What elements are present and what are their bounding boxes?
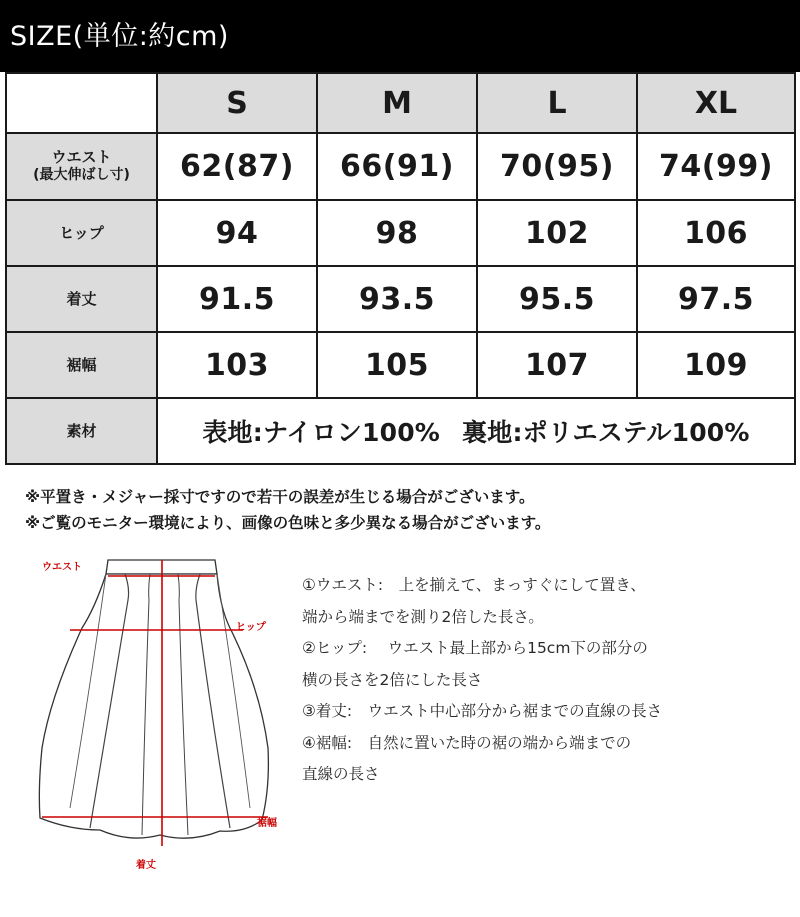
measurement-explanations <box>302 570 662 791</box>
skirt-body <box>39 574 268 838</box>
explanation-line: ③着丈: ウエスト中心部分から裾までの直線の長さ <box>302 702 663 720</box>
diagram-label-waist: ウエスト <box>42 562 82 573</box>
table-row-material <box>6 398 795 464</box>
table-cell: 91.5 <box>157 266 317 332</box>
table-cell: 107 <box>477 332 637 398</box>
table-cell: 102 <box>477 200 637 266</box>
table-cell: 109 <box>637 332 795 398</box>
table-cell: 106 <box>637 200 795 266</box>
material-lining: 裏地:ポリエステル100% <box>462 418 750 447</box>
row-label-material: 素材 <box>6 398 157 464</box>
size-header-xl: XL <box>637 73 795 133</box>
explanation-line: 直線の長さ <box>302 765 380 783</box>
table-row <box>6 332 795 398</box>
table-row <box>6 133 795 200</box>
row-label-hem: 裾幅 <box>6 332 157 398</box>
skirt-illustration <box>30 548 290 878</box>
table-row <box>6 200 795 266</box>
table-row <box>6 266 795 332</box>
table-cell: 97.5 <box>637 266 795 332</box>
explanation-line: 横の長さを2倍にした長さ <box>302 670 483 689</box>
table-header-row <box>6 73 795 133</box>
explanation-line: ④裾幅: 自然に置いた時の裾の端から端までの <box>302 733 632 752</box>
note-line: ※ご覧のモニター環境により、画像の色味と多少異なる場合がございます。 <box>25 514 551 532</box>
material-outer: 表地:ナイロン100% <box>202 418 441 447</box>
table-corner-cell <box>6 73 157 133</box>
size-header-l: L <box>477 73 637 133</box>
table-cell: 105 <box>317 332 477 398</box>
row-sublabel-text: (最大伸ばし寸) <box>33 167 130 184</box>
skirt-diagram <box>30 548 290 878</box>
row-label-waist <box>6 133 157 200</box>
table-cell: 62(87) <box>157 133 317 200</box>
note-line: ※平置き・メジャー採寸ですので若干の誤差が生じる場合がございます。 <box>25 488 535 506</box>
table-cell: 93.5 <box>317 266 477 332</box>
row-label-hip: ヒップ <box>6 200 157 266</box>
table-cell: 98 <box>317 200 477 266</box>
table-cell: 103 <box>157 332 317 398</box>
size-header-s: S <box>157 73 317 133</box>
row-label-length: 着丈 <box>6 266 157 332</box>
table-cell: 95.5 <box>477 266 637 332</box>
header-bar <box>0 0 800 72</box>
table-cell: 94 <box>157 200 317 266</box>
diagram-label-hem: 裾幅 <box>257 818 277 829</box>
table-cell: 70(95) <box>477 133 637 200</box>
material-cell <box>157 398 795 464</box>
explanation-line: ②ヒップ: ウエスト最上部から15cm下の部分の <box>302 639 648 657</box>
table-cell: 66(91) <box>317 133 477 200</box>
explanation-line: ①ウエスト: 上を揃えて、まっすぐにして置き、 <box>302 576 646 594</box>
diagram-label-length: 着丈 <box>136 860 156 871</box>
explanation-line: 端から端までを測り2倍した長さ。 <box>302 607 544 626</box>
table-cell: 74(99) <box>637 133 795 200</box>
row-label-text: ウエスト <box>51 148 112 167</box>
page-title: SIZE(単位:約cm) <box>10 21 229 52</box>
size-table <box>5 72 796 465</box>
notes <box>25 484 550 536</box>
diagram-label-hip: ヒップ <box>236 622 266 633</box>
size-header-m: M <box>317 73 477 133</box>
